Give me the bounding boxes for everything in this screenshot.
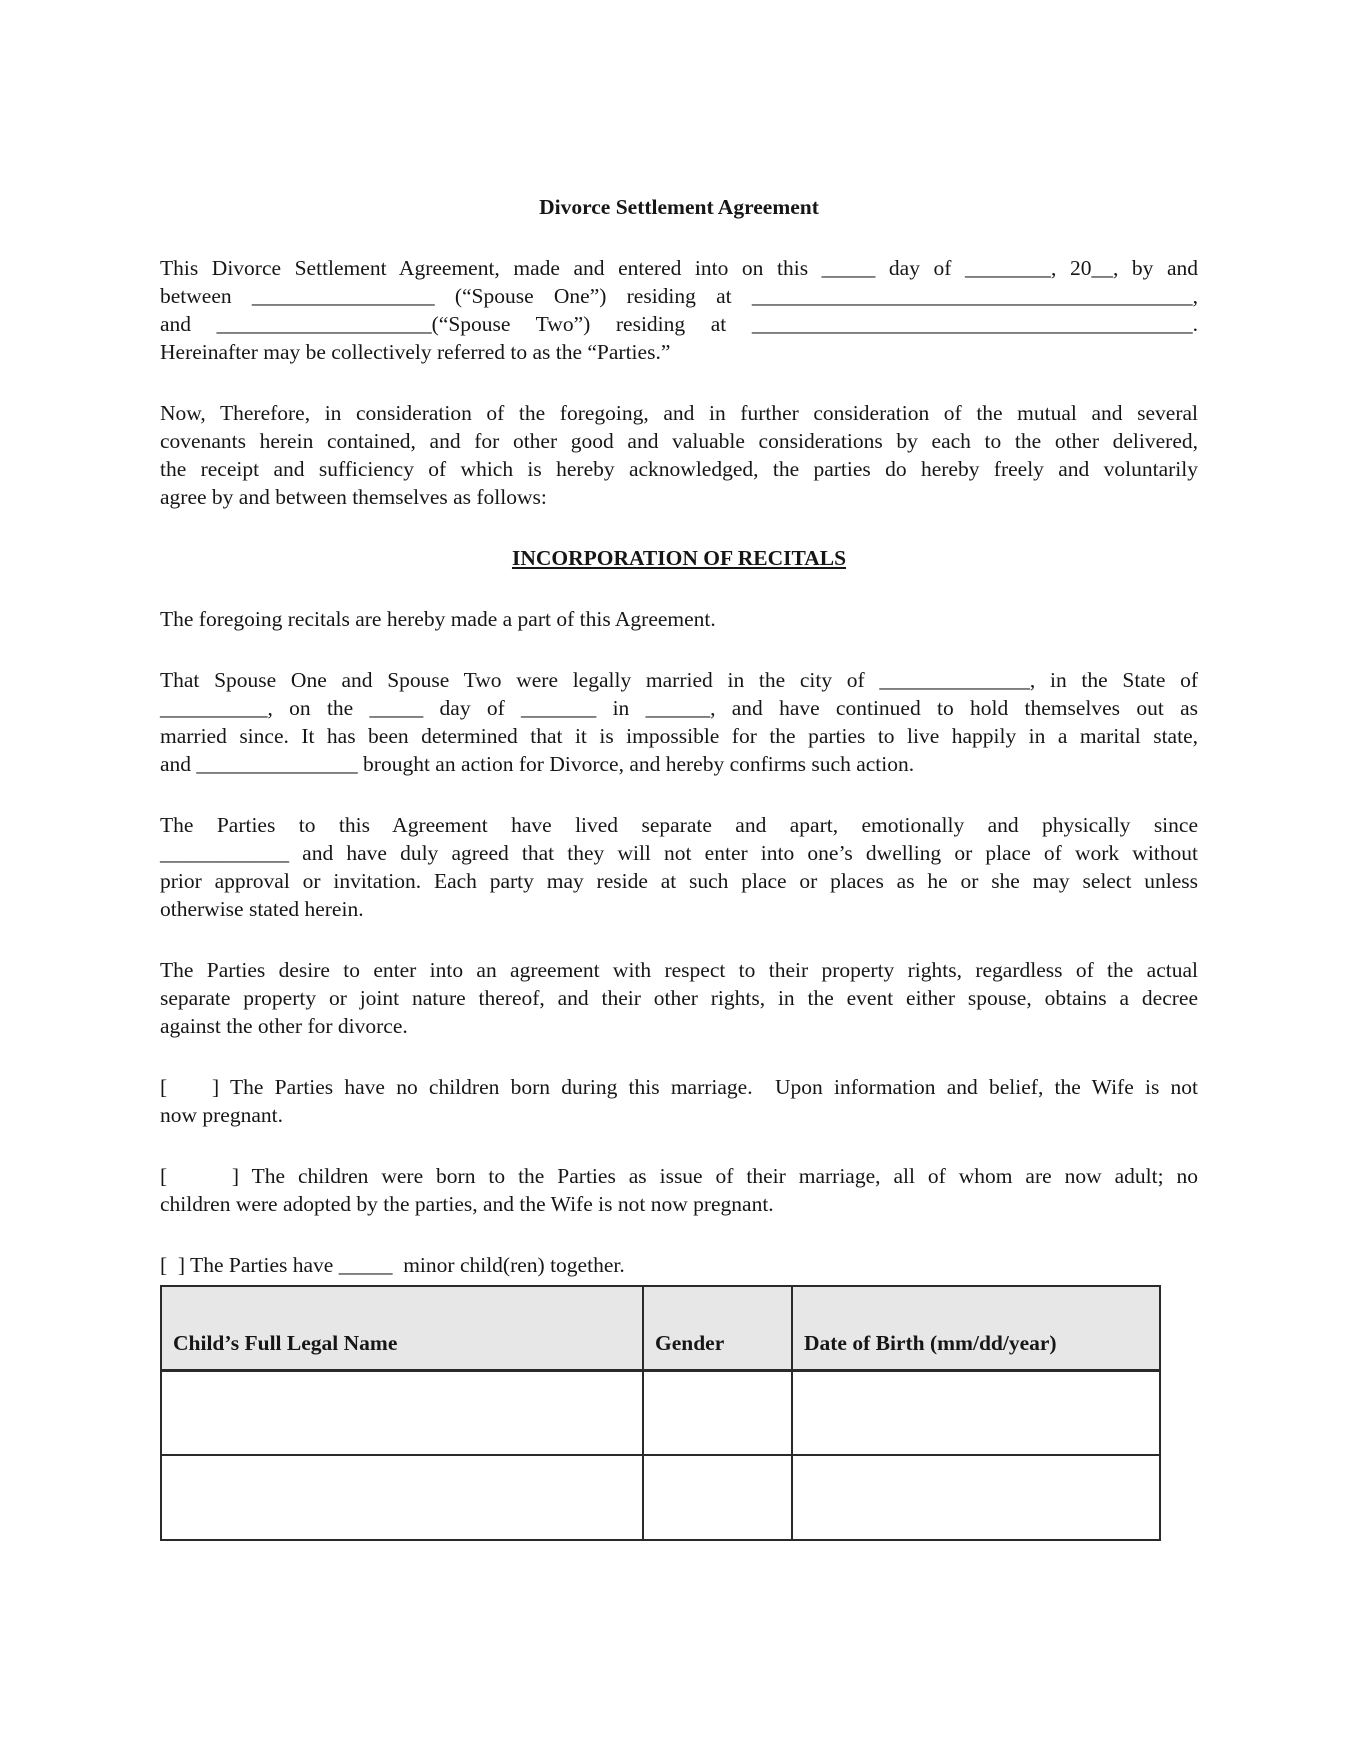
- line: between _________________ (“Spouse One”) residing at _________________________________________,: [160, 284, 1198, 308]
- line: agree by and between themselves as follows:: [160, 485, 547, 509]
- consideration-paragraph: [160, 399, 1198, 511]
- separation-paragraph: [160, 811, 1198, 923]
- line: and ____________________(“Spouse Two”) residing at _________________________________________.: [160, 312, 1198, 336]
- line: separate property or joint nature thereof, and their other rights, in the event either spouse, obtains a decree: [160, 986, 1198, 1010]
- line: The foregoing recitals are hereby made a part of this Agreement.: [160, 607, 716, 631]
- table-row: [161, 1370, 1160, 1455]
- table-row: [161, 1455, 1160, 1540]
- line: the receipt and sufficiency of which is hereby acknowledged, the parties do hereby freely and voluntarily: [160, 457, 1198, 481]
- line: __________, on the _____ day of _______ in ______, and have continued to hold themselves out as: [160, 696, 1198, 720]
- line: That Spouse One and Spouse Two were legally married in the city of ______________, in the State of: [160, 668, 1198, 692]
- line: [ ] The children were born to the Parties as issue of their marriage, all of whom are now adult; no: [160, 1164, 1198, 1188]
- col-header-gender: Gender: [643, 1286, 792, 1370]
- table-cell-dob-empty: [792, 1370, 1160, 1455]
- recitals-heading: [160, 544, 1198, 572]
- line: and _______________ brought an action for Divorce, and hereby confirms such action.: [160, 752, 915, 776]
- checkbox-option-adult-children: [160, 1162, 1198, 1218]
- line: The Parties to this Agreement have lived separate and apart, emotionally and physically since: [160, 813, 1198, 837]
- checkbox-option-no-children: [160, 1073, 1198, 1129]
- children-table: [160, 1285, 1161, 1541]
- col-header-child-name: Child’s Full Legal Name: [161, 1286, 643, 1370]
- col-header-date-of-birth: Date of Birth (mm/dd/year): [792, 1286, 1160, 1370]
- table-cell-gender-empty: [643, 1370, 792, 1455]
- checkbox-option-minor-children: [160, 1251, 1198, 1279]
- line: married since. It has been determined that it is impossible for the parties to live happily in a marital state,: [160, 724, 1198, 748]
- property-rights-paragraph: [160, 956, 1198, 1040]
- line: now pregnant.: [160, 1103, 283, 1127]
- table-cell-child-name-empty: [161, 1455, 643, 1540]
- line: Now, Therefore, in consideration of the foregoing, and in further consideration of the mutual and several: [160, 401, 1198, 425]
- marriage-paragraph: [160, 666, 1198, 778]
- recitals-sentence: [160, 605, 1198, 633]
- table-cell-child-name-empty: [161, 1370, 643, 1455]
- line: prior approval or invitation. Each party may reside at such place or places as he or she may select unless: [160, 869, 1198, 893]
- line: Hereinafter may be collectively referred to as the “Parties.”: [160, 340, 671, 364]
- line: This Divorce Settlement Agreement, made and entered into on this _____ day of ________, 20__, by and: [160, 256, 1198, 280]
- line: against the other for divorce.: [160, 1014, 408, 1038]
- line: children were adopted by the parties, and the Wife is not now pregnant.: [160, 1192, 774, 1216]
- line: [ ] The Parties have no children born during this marriage. Upon information and belief, the Wife is not: [160, 1075, 1198, 1099]
- line: otherwise stated herein.: [160, 897, 364, 921]
- document-title: Divorce Settlement Agreement: [539, 195, 819, 219]
- line: covenants herein contained, and for other good and valuable considerations by each to the other delivered,: [160, 429, 1198, 453]
- table-cell-gender-empty: [643, 1455, 792, 1540]
- table-cell-dob-empty: [792, 1455, 1160, 1540]
- recitals-heading-text: INCORPORATION OF RECITALS: [511, 546, 847, 570]
- line: The Parties desire to enter into an agreement with respect to their property rights, regardless of the actual: [160, 958, 1198, 982]
- line: ____________ and have duly agreed that they will not enter into one’s dwelling or place of work without: [160, 841, 1198, 865]
- line: [ ] The Parties have _____ minor child(ren) together.: [160, 1253, 625, 1277]
- children-table-header-row: [161, 1286, 1160, 1370]
- intro-paragraph: [160, 254, 1198, 366]
